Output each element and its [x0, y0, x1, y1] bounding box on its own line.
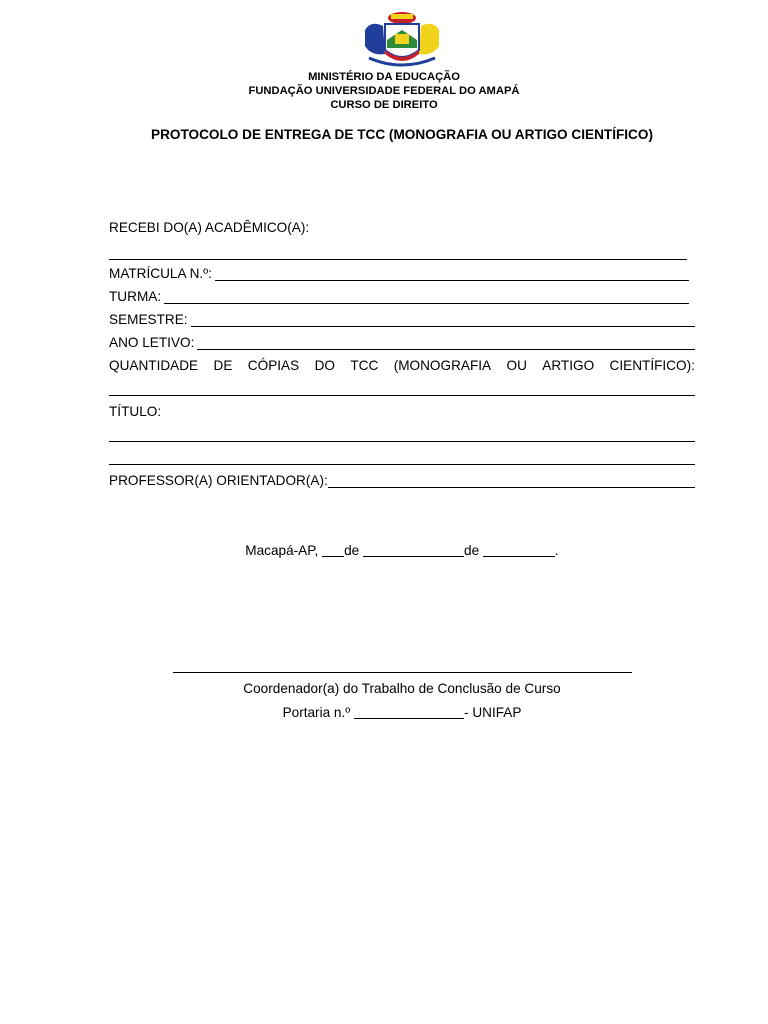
copies-word: DE: [213, 358, 233, 373]
ordinance-number-blank[interactable]: [354, 705, 464, 719]
date-de-2: de: [464, 543, 483, 558]
class-field[interactable]: [109, 288, 695, 306]
copies-word: CIENTÍFICO):: [609, 358, 695, 373]
date-de-1: de: [344, 543, 364, 558]
ordinance-suffix: - UNIFAP: [464, 705, 522, 720]
copies-word: (MONOGRAFIA: [393, 358, 492, 373]
ministry-heading: MINISTÉRIO DA EDUCAÇÃO: [308, 71, 460, 83]
copies-word: TCC: [350, 358, 379, 373]
advisor-field[interactable]: [109, 472, 695, 490]
copies-word: OU: [506, 358, 527, 373]
signature-line[interactable]: [173, 672, 632, 673]
semester-label: SEMESTRE:: [109, 312, 188, 327]
month-blank[interactable]: [363, 543, 464, 557]
work-title-line-2[interactable]: [109, 464, 695, 465]
copies-word: ARTIGO: [542, 358, 595, 373]
semester-line[interactable]: [191, 313, 695, 327]
coordinator-role: Coordenador(a) do Trabalho de Conclusão de Curso: [243, 681, 561, 696]
received-from-line[interactable]: [109, 259, 687, 260]
advisor-label: PROFESSOR(A) ORIENTADOR(A):: [109, 473, 328, 488]
school-year-label: ANO LETIVO:: [109, 335, 195, 350]
ordinance-line: [0, 704, 768, 722]
work-title-line-1[interactable]: [109, 441, 695, 442]
class-label: TURMA:: [109, 289, 162, 304]
class-line[interactable]: [164, 290, 689, 304]
date-line: [0, 542, 768, 560]
date-place: Macapá-AP,: [245, 543, 323, 558]
copies-word: CÓPIAS: [247, 358, 300, 373]
registration-label: MATRÍCULA N.º:: [109, 266, 212, 281]
registration-field[interactable]: [109, 265, 695, 283]
school-year-field[interactable]: [109, 334, 695, 352]
registration-line[interactable]: [215, 267, 689, 281]
day-blank[interactable]: [322, 543, 344, 557]
copies-label: [109, 357, 695, 375]
coat-of-arms-logo: [361, 10, 443, 70]
copies-line[interactable]: [109, 395, 695, 396]
semester-field[interactable]: [109, 311, 695, 329]
ordinance-prefix: Portaria n.º: [282, 705, 355, 720]
year-blank[interactable]: [483, 543, 555, 557]
date-end: .: [554, 543, 559, 558]
school-year-line[interactable]: [197, 336, 695, 350]
document-title: PROTOCOLO DE ENTREGA DE TCC (MONOGRAFIA OU ARTIGO CIENTÍFICO): [151, 127, 653, 142]
copies-word: QUANTIDADE: [109, 358, 199, 373]
university-heading: FUNDAÇÃO UNIVERSIDADE FEDERAL DO AMAPÁ: [248, 85, 520, 97]
advisor-line[interactable]: [328, 474, 695, 488]
received-from-label: RECEBI DO(A) ACADÊMICO(A):: [109, 220, 310, 235]
work-title-label: TÍTULO:: [109, 404, 162, 419]
course-heading: CURSO DE DIREITO: [330, 99, 438, 111]
copies-word: DO: [314, 358, 335, 373]
